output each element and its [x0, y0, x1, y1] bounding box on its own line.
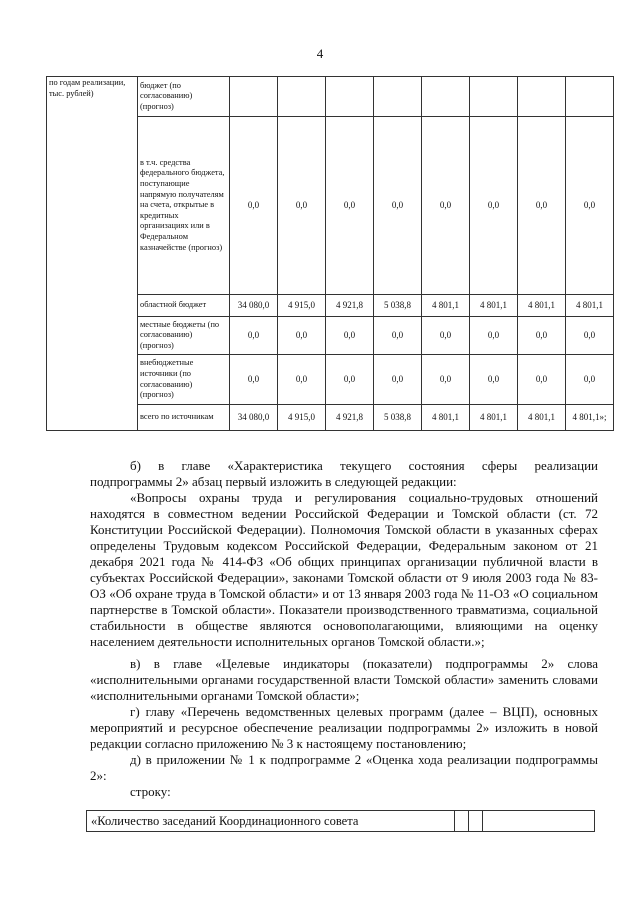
value-cell: 0,0 — [374, 117, 422, 295]
value-cell: 4 801,1 — [518, 295, 566, 317]
value-cell — [326, 77, 374, 117]
value-cell: 4 801,1 — [422, 295, 470, 317]
value-cell: 0,0 — [374, 355, 422, 405]
value-cell: 0,0 — [422, 317, 470, 355]
value-cell: 0,0 — [422, 355, 470, 405]
value-cell: 4 801,1 — [470, 295, 518, 317]
value-cell — [374, 77, 422, 117]
value-cell: 4 801,1 — [566, 295, 614, 317]
value-cell: 0,0 — [230, 317, 278, 355]
group-label-cell: по годам реализации, тыс. рублей) — [47, 77, 138, 431]
row-label: внебюджетные источники (по согласованию) (прогноз) — [138, 355, 230, 405]
table-row — [87, 811, 595, 832]
paragraph-b-line1: б) в главе «Характеристика текущего состояния сферы реализации — [130, 458, 598, 473]
financing-table — [46, 76, 614, 431]
value-cell: 0,0 — [566, 317, 614, 355]
value-cell: 0,0 — [518, 317, 566, 355]
empty-cell — [469, 811, 483, 832]
value-cell: 4 921,8 — [326, 295, 374, 317]
value-cell: 4 801,1 — [518, 405, 566, 431]
page-number: 4 — [316, 46, 324, 61]
value-cell — [230, 77, 278, 117]
row-label: в т.ч. средства федерального бюджета, поступающие напрямую получателям на счета, открытые в кредитных организациях или в Федеральном казначействе (прогноз) — [138, 117, 230, 295]
value-cell: 0,0 — [470, 317, 518, 355]
value-cell: 0,0 — [374, 317, 422, 355]
empty-cell — [483, 811, 595, 832]
table-row — [47, 77, 614, 117]
value-cell: 0,0 — [566, 117, 614, 295]
value-cell: 4 915,0 — [278, 405, 326, 431]
value-cell: 0,0 — [326, 317, 374, 355]
row-label: местные бюджеты (по согласованию) (прогноз) — [138, 317, 230, 355]
value-cell: 34 080,0 — [230, 405, 278, 431]
value-cell: 0,0 — [326, 117, 374, 295]
value-cell: 4 921,8 — [326, 405, 374, 431]
value-cell: 0,0 — [422, 117, 470, 295]
value-cell: 0,0 — [278, 317, 326, 355]
value-cell — [470, 77, 518, 117]
paragraph-v: в) в главе «Целевые индикаторы (показатели) подпрограммы 2» слова «исполнительными органами государственной власти Томской области» заменить словами «исполнительными органами Томской области»; — [90, 656, 598, 703]
value-cell — [566, 77, 614, 117]
value-cell — [422, 77, 470, 117]
value-cell: 0,0 — [566, 355, 614, 405]
value-cell: 0,0 — [278, 117, 326, 295]
value-cell: 0,0 — [518, 355, 566, 405]
row-label: бюджет (по согласованию) (прогноз) — [138, 77, 230, 117]
value-cell: 4 801,1 — [470, 405, 518, 431]
value-cell: 4 801,1 — [422, 405, 470, 431]
value-cell: 0,0 — [230, 355, 278, 405]
paragraph-stroku: строку: — [130, 784, 171, 799]
paragraph-g: г) главу «Перечень ведомственных целевых программ (далее – ВЦП), основных мероприятий и ресурсное обеспечение реализации подпрограммы 2» изложить в новой редакции согласно приложению № 3 к настоящему постановлению; — [90, 704, 598, 751]
value-cell: 0,0 — [470, 117, 518, 295]
indicator-cell: «Количество заседаний Координационного совета — [87, 811, 455, 832]
value-cell: 0,0 — [278, 355, 326, 405]
indicator-table — [86, 810, 595, 832]
value-cell: 5 038,8 — [374, 405, 422, 431]
value-cell: 0,0 — [518, 117, 566, 295]
paragraph-b-line2: подпрограммы 2» абзац первый изложить в следующей редакции: — [90, 474, 457, 489]
value-cell — [518, 77, 566, 117]
row-label: областной бюджет — [138, 295, 230, 317]
value-cell — [278, 77, 326, 117]
row-label: всего по источникам — [138, 405, 230, 431]
empty-cell — [455, 811, 469, 832]
value-cell: 4 915,0 — [278, 295, 326, 317]
value-cell: 34 080,0 — [230, 295, 278, 317]
value-cell: 0,0 — [230, 117, 278, 295]
value-cell: 0,0 — [470, 355, 518, 405]
value-cell: 5 038,8 — [374, 295, 422, 317]
paragraph-d: д) в приложении № 1 к подпрограмме 2 «Оценка хода реализации подпрограммы 2»: — [90, 752, 598, 783]
value-cell: 0,0 — [326, 355, 374, 405]
paragraph-quote: «Вопросы охраны труда и регулирования социально-трудовых отношений находятся в совместном ведении Российской Федерации и Томской области (ст. 72 Конституции Российской Федерации). Полномочия Томской области в указанных сферах определены Трудовым кодексом Российской Федерации, Федеральным законом от 21 декабря 2021 года № 414-ФЗ «Об общих принципах организации публичной власти в субъектах Российской Федерации», законами Томской области от 9 июля 2003 года № 83-ОЗ «Об охране труда в Томской области» и от 13 января 2003 года № 11-ОЗ «О социальном партнерстве в Томской области». Показатели производственного травматизма, социальной стабильности в обществе являются основополагающими, влияющими на оценку населением деятельности исполнительных органов Томской области.»; — [90, 490, 598, 649]
value-cell: 4 801,1»; — [566, 405, 614, 431]
